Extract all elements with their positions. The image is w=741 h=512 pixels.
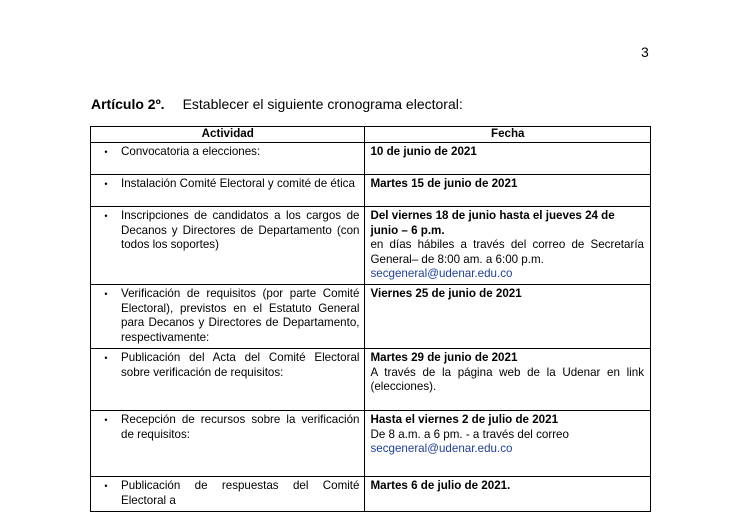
table-row (91, 143, 651, 175)
date-main: 10 de junio de 2021 (370, 145, 477, 158)
header-date: Fecha (365, 127, 651, 143)
date-cell (365, 207, 651, 285)
table-row (91, 349, 651, 411)
bullet-icon: • (104, 179, 108, 189)
date-detail: A través de la página web de la Udenar en link (elecciones). (370, 365, 644, 394)
activity-cell (91, 207, 365, 285)
date-main: Martes 29 de junio de 2021 (370, 351, 518, 364)
header-activity: Actividad (91, 127, 365, 143)
activity-cell (91, 349, 365, 411)
date-main: Viernes 25 de junio de 2021 (370, 287, 522, 300)
activity-text: Publicación del Acta del Comité Electoral sobre verificación de requisitos: (121, 351, 360, 379)
bullet-icon: • (104, 353, 108, 363)
date-main: Martes 6 de julio de 2021. (370, 479, 511, 492)
activity-cell (91, 411, 365, 477)
electoral-schedule-table (90, 126, 651, 512)
date-cell (365, 411, 651, 477)
activity-text: Verificación de requisitos (por parte Comité Electoral), previstos en el Estatuto General para Decanos y Directores de Departamento, respectivamente: (121, 287, 360, 344)
date-main: Martes 15 de junio de 2021 (370, 177, 518, 190)
activity-text: Convocatoria a elecciones: (121, 145, 261, 158)
article-label: Artículo 2º. (91, 96, 165, 112)
date-cell (365, 175, 651, 207)
table-row (91, 477, 651, 512)
activity-cell (91, 477, 365, 512)
activity-text: Publicación de respuestas del Comité Electoral a (121, 479, 360, 507)
activity-text: Inscripciones de candidatos a los cargos de Decanos y Directores de Departamento (con todos los soportes) (121, 209, 360, 252)
page-number: 3 (641, 44, 649, 60)
activity-cell (91, 143, 365, 175)
activity-cell (91, 285, 365, 349)
table-row (91, 411, 651, 477)
table-header-row (91, 127, 651, 143)
bullet-icon: • (104, 289, 108, 299)
activity-text: Instalación Comité Electoral y comité de ética (121, 177, 355, 190)
article-heading (91, 96, 463, 112)
bullet-icon: • (104, 211, 108, 221)
date-detail: De 8 a.m. a 6 pm. - a través del correo (370, 427, 569, 441)
date-main: Hasta el viernes 2 de julio de 2021 (370, 413, 559, 426)
date-cell (365, 349, 651, 411)
activity-cell (91, 175, 365, 207)
date-main: Del viernes 18 de junio hasta el jueves 24 de junio – 6 p.m. (370, 209, 615, 237)
date-detail: en días hábiles a través del correo de Secretaría General– de 8:00 am. a 6:00 p.m. (370, 238, 644, 266)
email-link[interactable]: secgeneral@udenar.edu.co (370, 267, 513, 281)
email-link[interactable]: secgeneral@udenar.edu.co (370, 442, 513, 456)
date-cell (365, 143, 651, 175)
bullet-icon: • (104, 481, 108, 491)
article-text: Establecer el siguiente cronograma electoral: (182, 96, 463, 112)
bullet-icon: • (104, 415, 108, 425)
bullet-icon: • (104, 147, 108, 157)
table-row (91, 207, 651, 285)
activity-text: Recepción de recursos sobre la verificación de requisitos: (121, 413, 360, 441)
table-row (91, 175, 651, 207)
date-cell (365, 477, 651, 512)
date-cell (365, 285, 651, 349)
table-row (91, 285, 651, 349)
